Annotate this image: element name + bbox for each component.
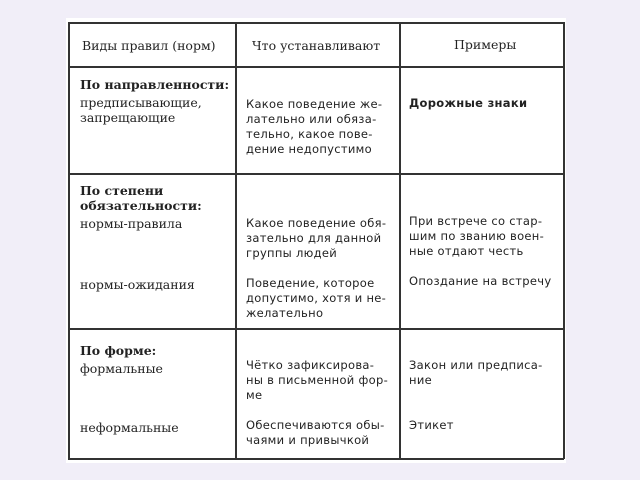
header-examples: Примеры (454, 37, 517, 52)
norms-table-sheet (66, 18, 566, 463)
type-cell: неформальные (80, 420, 179, 435)
column-divider-1 (235, 22, 237, 459)
example-cell: Закон или предписа- (409, 358, 543, 372)
example-cell: Опоздание на встречу (409, 274, 552, 288)
section-divider-2 (68, 328, 564, 330)
type-cell: нормы-ожидания (80, 277, 195, 292)
what-cell: дение недопустимо (246, 142, 372, 156)
what-cell: Чётко зафиксирова- (246, 358, 375, 372)
what-cell: зательно для данной (246, 231, 382, 245)
what-cell: лательно или обяза- (246, 112, 377, 126)
what-cell: Обеспечиваются обы- (246, 418, 385, 432)
example-cell: При встрече со стар- (409, 214, 543, 228)
type-cell: нормы-правила (80, 216, 183, 231)
what-cell: Какое поведение обя- (246, 216, 387, 230)
what-cell: ны в письменной фор- (246, 373, 389, 387)
section-divider-1 (68, 173, 564, 175)
what-cell: Поведение, которое (246, 276, 375, 290)
table-border-bottom (68, 458, 564, 460)
header-divider (68, 66, 564, 68)
what-cell: ме (246, 388, 263, 402)
header-what: Что устанавливают (252, 38, 381, 53)
table-border-top (68, 22, 564, 24)
example-cell: ные отдают честь (409, 244, 524, 258)
what-cell: Какое поведение же- (246, 97, 383, 111)
example-cell: Этикет (409, 418, 454, 432)
example-cell: ние (409, 373, 432, 387)
type-cell: формальные (80, 361, 163, 376)
what-cell: группы людей (246, 246, 338, 260)
table-border-right (563, 22, 565, 459)
group-label-obligation: обязательности: (80, 198, 202, 213)
column-divider-2 (399, 22, 401, 459)
group-label-direction: По направленности: (80, 77, 230, 92)
header-types: Виды правил (норм) (82, 38, 216, 53)
group-label-obligation: По степени (80, 183, 164, 198)
what-cell: желательно (246, 306, 324, 320)
what-cell: тельно, какое пове- (246, 127, 373, 141)
table-border-left (68, 22, 70, 459)
what-cell: допустимо, хотя и не- (246, 291, 387, 305)
type-cell: запрещающие (80, 110, 176, 125)
example-cell: шим по званию воен- (409, 229, 545, 243)
group-label-form: По форме: (80, 343, 157, 358)
what-cell: чаями и привычкой (246, 433, 370, 447)
type-cell: предписывающие, (80, 95, 202, 110)
example-cell: Дорожные знаки (409, 96, 528, 110)
